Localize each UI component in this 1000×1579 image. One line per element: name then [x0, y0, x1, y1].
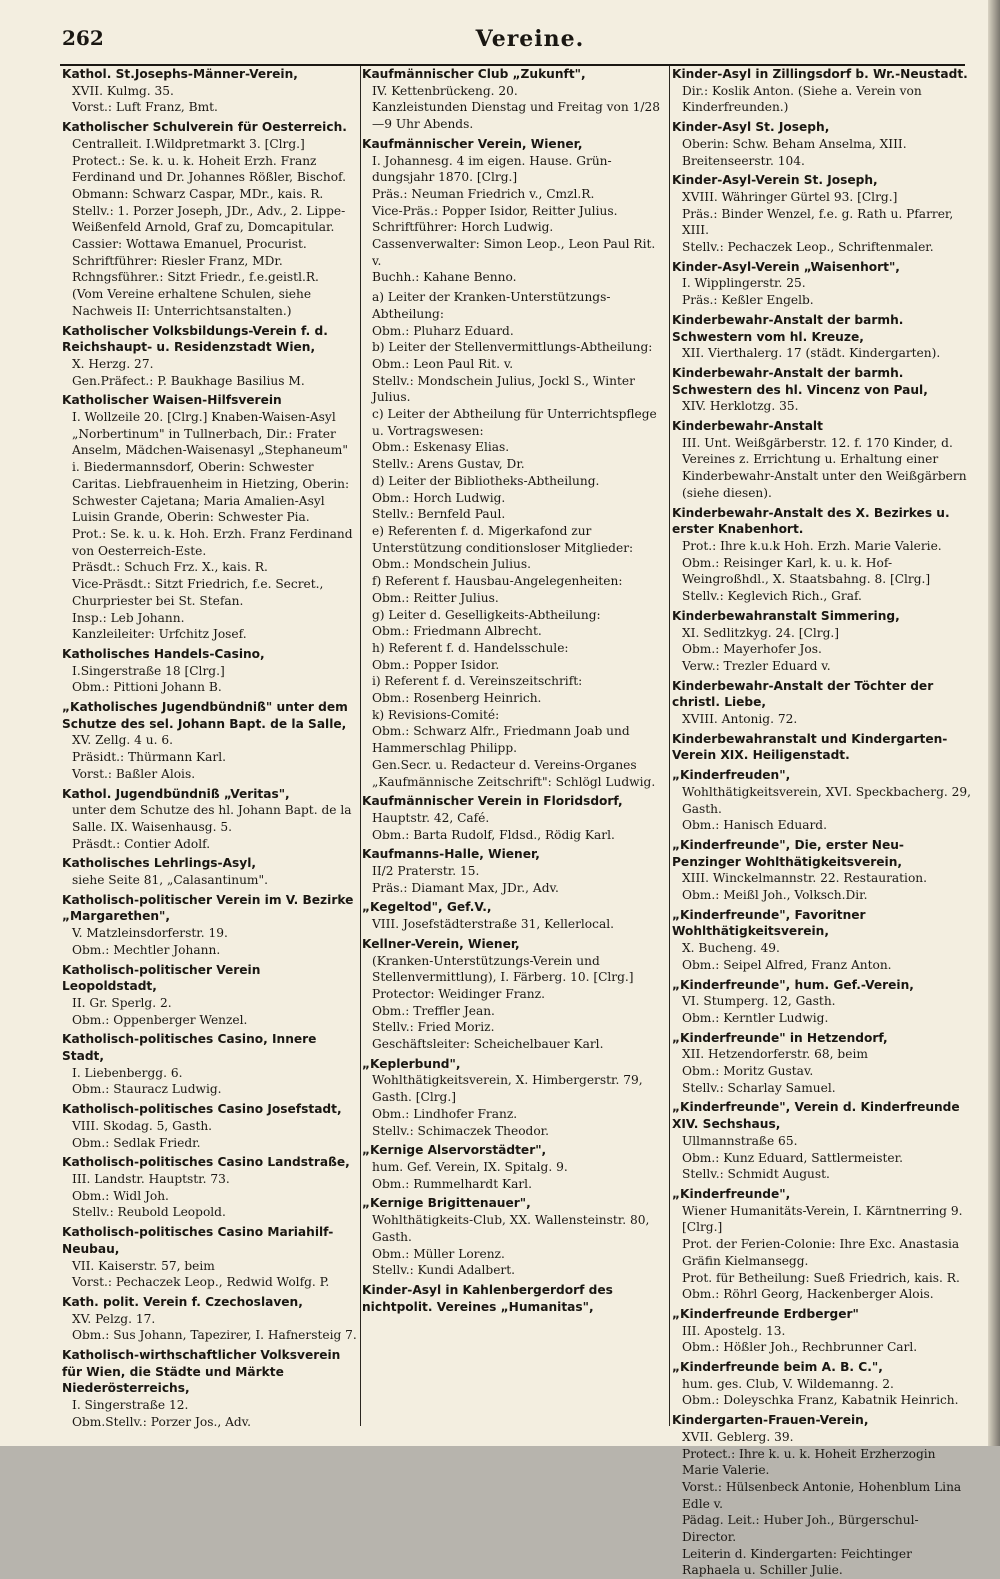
entry-name: Kinder-Asyl-Verein „Waisenhort", [672, 259, 900, 274]
entry-name: Kinder-Asyl in Kahlenbergerdorf des nichtpolit. Vereines „Humanitas", [362, 1282, 613, 1314]
entry-body: XII. Hetzendorferstr. 68, beim Obm.: Moritz Gustav. Stellv.: Scharlay Samuel. [682, 1047, 868, 1095]
directory-entry [62, 962, 359, 1029]
entry-body: VIII. Josefstädterstraße 31, Kellerlocal. [372, 917, 615, 932]
entry-body: III. Unt. Weißgärberstr. 12. f. 170 Kinder, d. Vereines z. Errichtung u. Erhaltung einer Kinderbewahr-Anstalt unter den Weißgärbern (siehe diesen). [682, 435, 971, 500]
directory-entry [672, 418, 972, 502]
entry-name: Katholischer Waisen-Hilfsverein [62, 393, 282, 408]
directory-entry [672, 1359, 972, 1409]
directory-entry [362, 936, 667, 1053]
directory-entry [672, 1186, 972, 1303]
directory-entry [62, 1294, 359, 1344]
entry-body: XVIII. Währinger Gürtel 93. [Clrg.] Präs.: Binder Wenzel, f.e. g. Rath u. Pfarrer, XIII. Stellv.: Pechaczek Leop., Schriftenmaler. [682, 189, 954, 255]
directory-entry [62, 1154, 359, 1221]
entry-body: hum. Gef. Verein, IX. Spitalg. 9. Obm.: Rummelhardt Karl. [372, 1160, 568, 1191]
entry-name: „Kegeltod", Gef.V., [362, 900, 492, 915]
entry-name: „Kinderfreunde", hum. Gef.-Verein, [672, 977, 914, 992]
entry-body: siehe Seite 81, „Calasantinum". [72, 873, 268, 888]
column-2 [362, 66, 667, 1436]
entry-name: Katholisch-politisches Casino Mariahilf-Neubau, [62, 1225, 334, 1256]
entry-name: „Katholisches Jugendbündniß" unter dem Schutze des sel. Johann Bapt. de la Salle, [62, 700, 348, 731]
entry-name: Katholisches Handels-Casino, [62, 646, 265, 661]
directory-entry [362, 1282, 667, 1315]
entry-name: Kinder-Asyl in Zillingsdorf b. Wr.-Neustadt. [672, 67, 968, 81]
page-number: 262 [62, 26, 104, 50]
entry-body: Dir.: Koslik Anton. (Siehe a. Verein von Kinderfreunden.) [682, 83, 926, 115]
entry-name: Kinder-Asyl-Verein St. Joseph, [672, 173, 878, 188]
directory-entry [62, 119, 359, 319]
directory-entry [672, 119, 972, 169]
entry-body: III. Landstr. Hauptstr. 73. Obm.: Widl Joh. Stellv.: Reubold Leopold. [72, 1172, 230, 1220]
directory-entry [362, 66, 667, 133]
entry-body: I. Singerstraße 12. Obm.Stellv.: Porzer Jos., Adv. [72, 1398, 251, 1429]
entry-name: Kinder-Asyl St. Joseph, [672, 120, 830, 135]
entry-name: „Kinderfreunde Erdberger" [672, 1306, 859, 1321]
entry-body: Hauptstr. 42, Café. Obm.: Barta Rudolf, Fldsd., Rödig Karl. [372, 810, 615, 842]
directory-entry [672, 731, 972, 764]
directory-entry [672, 66, 972, 116]
entry-body: XV. Pelzg. 17. Obm.: Sus Johann, Tapezirer, I. Hafnersteig 7. [72, 1311, 357, 1343]
directory-entry [672, 1412, 972, 1579]
entry-name: „Kinderfreunde" in Hetzendorf, [672, 1030, 888, 1045]
directory-entry [672, 1030, 972, 1097]
directory-entry [672, 172, 972, 256]
directory-entry [362, 289, 667, 790]
directory-entry [62, 66, 359, 116]
page-edge-shadow [988, 0, 1000, 1446]
entry-name: Katholisch-politischer Verein im V. Bezirke „Margarethen", [62, 892, 354, 924]
entry-body: Oberin: Schw. Beham Anselma, XIII. Breitenseerstr. 104. [682, 136, 911, 168]
entry-body: XI. Sedlitzkyg. 24. [Clrg.] Obm.: Mayerhofer Jos. Verw.: Trezler Eduard v. [682, 625, 840, 673]
directory-entry [62, 699, 359, 783]
entry-name: Kinderbewahranstalt und Kindergarten-Verein XIX. Heiligenstadt. [672, 731, 948, 763]
entry-name: „Keplerbund", [362, 1056, 461, 1071]
entry-body: I.Singerstraße 18 [Clrg.] Obm.: Pittioni Johann B. [72, 663, 225, 695]
entry-body: V. Matzleinsdorferstr. 19. Obm.: Mechtler Johann. [72, 926, 228, 957]
entry-body: Centralleit. I.Wildpretmarkt 3. [Clrg.] Protect.: Se. k. u. k. Hoheit Erzh. Franz Ferdinand und Dr. Johannes Rößler, Bischof. Obmann: Schwarz Caspar, MDr., kais. R. Stellv.: 1. Porzer Joseph, JDr., Adv., 2. Lippe-Weißenfeld Arnold, Graf zu, Domcapitular. Cassier: Wottawa Emanuel, Procurist. Schriftführer: Riesler Franz, MDr. Rchngsführer.: Sitzt Friedr., f.e.geistl.R. (Vom Vereine erhaltene Schulen, siehe Nachweis II: Unterrichtsanstalten.) [72, 136, 346, 318]
entry-body: Wohlthätigkeits-Club, XX. Wallensteinstr. 80, Gasth. Obm.: Müller Lorenz. Stellv.: Kundi Adalbert. [372, 1213, 650, 1278]
entry-body: Prot.: Ihre k.u.k Hoh. Erzh. Marie Valerie. Obm.: Reisinger Karl, k. u. k. Hof-Weingroßhdl., X. Staatsbahng. 8. [Clrg.] Stellv.: Keglevich Rich., Graf. [682, 538, 942, 604]
entry-name: Kinderbewahr-Anstalt der Töchter der christl. Liebe, [672, 678, 934, 710]
entry-name: „Kinderfreunde", Die, erster Neu-Penzinger Wohlthätigkeitsverein, [672, 837, 904, 869]
entry-name: Katholischer Schulverein für Oesterreich. [62, 120, 347, 135]
entry-name: Katholisch-politisches Casino Josefstadt, [62, 1102, 342, 1117]
entry-name: Kaufmännischer Verein, Wiener, [362, 136, 583, 151]
entry-body: I. Wollzeile 20. [Clrg.] Knaben-Waisen-Asyl „Norbertinum" in Tullnerbach, Dir.: Frater Anselm, Mädchen-Waisenasyl „Stephaneum" i. Biedermannsdorf, Oberin: Schwester Caritas. Liebfrauenheim in Hietzing, Oberin: Schwester Cajetana; Maria Amalien-Asyl Luisin Grande, Oberin: Schwester Pia. Prot.: Se. k. u. k. Hoh. Erzh. Franz Ferdinand von Oesterreich-Este. Präsdt.: Schuch Frz. X., kais. R. Vice-Präsdt.: Sitzt Friedrich, f.e. Secret., Churpriester bei St. Stefan. Insp.: Leb Johann. Kanzleileiter: Urfchitz Josef. [72, 410, 353, 642]
directory-entry [62, 892, 359, 959]
entry-name: „Kernige Brigittenauer", [362, 1196, 531, 1211]
entry-name: „Kinderfreunde", [672, 1187, 791, 1201]
entry-name: Kellner-Verein, Wiener, [362, 936, 520, 951]
entry-name: Katholisch-politisches Casino, Innere Stadt, [62, 1032, 317, 1064]
directory-entry [672, 312, 972, 362]
directory-entry [672, 837, 972, 904]
entry-body: II. Gr. Sperlg. 2. Obm.: Oppenberger Wenzel. [72, 995, 248, 1027]
entry-body: I. Johannesg. 4 im eigen. Hause. Grün-dungsjahr 1870. [Clrg.] Präs.: Neuman Friedrich v., Cmzl.R. Vice-Präs.: Popper Isidor, Reitter Julius. Schriftführer: Horch Ludwig. Cassenverwalter: Simon Leop., Leon Paul Rit. v. Buchh.: Kahane Benno. [372, 153, 656, 285]
entry-body: XVIII. Antonig. 72. [682, 712, 798, 727]
entry-name: „Kinderfreuden", [672, 768, 791, 783]
entry-body: XII. Vierthalerg. 17 (städt. Kindergarten). [682, 346, 941, 361]
directory-entry [672, 1306, 972, 1356]
directory-entry [362, 136, 667, 286]
entry-body: I. Wipplingerstr. 25. Präs.: Keßler Engelb. [682, 276, 814, 308]
entry-name: „Kinderfreunde beim A. B. C.", [672, 1360, 883, 1375]
entry-body: unter dem Schutze des hl. Johann Bapt. de la Salle. IX. Waisenhausg. 5. Präsdt.: Contier Adolf. [72, 803, 352, 851]
entry-name: Kath. polit. Verein f. Czechoslaven, [62, 1294, 303, 1309]
entry-name: Kaufmännischer Verein in Floridsdorf, [362, 794, 623, 809]
column-3 [672, 66, 972, 1578]
directory-entry [62, 392, 359, 643]
entry-name: „Kinderfreunde", Verein d. Kinderfreunde XIV. Sechshaus, [672, 1100, 960, 1132]
directory-entry [362, 899, 667, 932]
entry-name: Kinderbewahr-Anstalt [672, 419, 823, 434]
entry-body: X. Bucheng. 49. Obm.: Seipel Alfred, Franz Anton. [682, 941, 892, 972]
directory-entry [672, 907, 972, 974]
entry-name: Kaufmanns-Halle, Wiener, [362, 847, 540, 862]
entry-name: Kinderbewahranstalt Simmering, [672, 608, 900, 623]
directory-entry [672, 365, 972, 415]
column-1 [62, 66, 359, 1436]
directory-entry [672, 767, 972, 834]
directory-entry [672, 678, 972, 728]
entry-body: I. Liebenbergg. 6. Obm.: Stauracz Ludwig. [72, 1065, 222, 1097]
entry-body: VI. Stumperg. 12, Gasth. Obm.: Kerntler Ludwig. [682, 994, 836, 1025]
column-rule [360, 66, 361, 1426]
column-rule [669, 66, 670, 1426]
entry-name: Kathol. Jugendbündniß „Veritas", [62, 786, 290, 801]
directory-entry [672, 1099, 972, 1183]
directory-entry [62, 855, 359, 888]
entry-name: Katholischer Volksbildungs-Verein f. d. Reichshaupt- u. Residenzstadt Wien, [62, 323, 328, 355]
directory-entry [672, 977, 972, 1027]
directory-entry [62, 1101, 359, 1151]
entry-name: Katholisch-wirthschaftlicher Volksverein für Wien, die Städte und Märkte Niederösterreichs, [62, 1348, 341, 1396]
entry-body: a) Leiter der Kranken-Unterstützungs-Abtheilung: Obm.: Pluharz Eduard. b) Leiter der Stellenvermittlungs-Abtheilung: Obm.: Leon Paul Rit. v. Stellv.: Mondschein Julius, Jockl S., Winter Julius. c) Leiter der Abtheilung für Unterrichtspflege u. Vortragswesen: Obm.: Eskenasy Elias. Stellv.: Arens Gustav, Dr. d) Leiter der Bibliotheks-Abtheilung. Obm.: Horch Ludwig. Stellv.: Bernfeld Paul. e) Referenten f. d. Migerkafond zur Unterstützung conditionsloser Mitglieder: Obm.: Mondschein Julius. f) Referent f. Hausbau-Angelegenheiten: Obm.: Reitter Julius. g) Leiter d. Geselligkeits-Abtheilung: Obm.: Friedmann Albrecht. h) Referent f. d. Handelsschule: Obm.: Popper Isidor. i) Referent f. d. Vereinszeitschrift: Obm.: Rosenberg Heinrich. k) Revisions-Comité: Obm.: Schwarz Alfr., Friedmann Joab und Hammerschlag Philipp. Gen.Secr. u. Redacteur d. Vereins-Organes „Kaufmännische Zeitschrift": Schlögl Ludwig. [372, 290, 657, 789]
directory-entry [62, 1224, 359, 1291]
directory-entry [672, 505, 972, 605]
directory-entry [362, 1195, 667, 1279]
entry-body: VII. Kaiserstr. 57, beim Vorst.: Pechaczek Leop., Redwid Wolfg. P. [72, 1258, 330, 1290]
directory-entry [62, 786, 359, 853]
entry-body: IV. Kettenbrückeng. 20. Kanzleistunden Dienstag und Freitag von 1/28—9 Uhr Abends. [372, 83, 660, 132]
entry-body: Wiener Humanitäts-Verein, I. Kärntnerring 9. [Clrg.] Prot. der Ferien-Colonie: Ihre Exc. Anastasia Gräfin Kielmansegg. Prot. für Betheilung: Sueß Friedrich, kais. R. Obm.: Röhrl Georg, Hackenberger Alois. [682, 1203, 963, 1302]
entry-name: Katholisch-politischer Verein Leopoldstadt, [62, 962, 261, 994]
directory-entry [62, 1031, 359, 1098]
directory-entry [362, 1142, 667, 1192]
entry-body: (Kranken-Unterstützungs-Verein und Stellenvermittlung), I. Färberg. 10. [Clrg.] Protector: Weidinger Franz. Obm.: Treffler Jean. Stellv.: Fried Moriz. Geschäftsleiter: Scheichelbauer Karl. [372, 953, 634, 1052]
entry-body: XIII. Winckelmannstr. 22. Restauration. Obm.: Meißl Joh., Volksch.Dir. [682, 871, 928, 903]
entry-body: Wohlthätigkeitsverein, XVI. Speckbacherg. 29, Gasth. Obm.: Hanisch Eduard. [682, 784, 971, 833]
entry-body: XIV. Herklotzg. 35. [682, 399, 799, 414]
entry-body: XVII. Kulmg. 35. Vorst.: Luft Franz, Bmt. [72, 83, 218, 115]
entry-name: „Kernige Alservorstädter", [362, 1143, 547, 1158]
directory-entry [672, 608, 972, 675]
directory-entry [62, 1347, 359, 1431]
entry-name: Katholisches Lehrlings-Asyl, [62, 856, 257, 871]
entry-body: XVII. Geblerg. 39. Protect.: Ihre k. u. k. Hoheit Erzherzogin Marie Valerie. Vorst.: Hülsenbeck Antonie, Hohenblum Lina Edle v. Pädag. Leit.: Huber Joh., Bürgerschul-Director. Leiterin d. Kindergarten: Feichtinger Raphaela u. Schiller Julie. [682, 1429, 962, 1578]
entry-name: Katholisch-politisches Casino Landstraße, [62, 1155, 350, 1170]
entry-name: Kinderbewahr-Anstalt der barmh. Schwestern vom hl. Kreuze, [672, 312, 904, 344]
entry-body: Wohlthätigkeitsverein, X. Himbergerstr. 79, Gasth. [Clrg.] Obm.: Lindhofer Franz. Stellv.: Schimaczek Theodor. [372, 1073, 643, 1138]
directory-entry [62, 323, 359, 390]
directory-entry [62, 646, 359, 696]
entry-name: Kaufmännischer Club „Zukunft", [362, 67, 586, 81]
directory-entry [362, 793, 667, 843]
directory-entry [362, 846, 667, 896]
entry-name: Kinderbewahr-Anstalt der barmh. Schwestern des hl. Vincenz von Paul, [672, 365, 928, 397]
entry-body: VIII. Skodag. 5, Gasth. Obm.: Sedlak Friedr. [72, 1118, 213, 1150]
entry-name: Kathol. St.Josephs-Männer-Verein, [62, 67, 298, 81]
directory-entry [672, 259, 972, 309]
entry-body: XV. Zellg. 4 u. 6. Präsidt.: Thürmann Karl. Vorst.: Baßler Alois. [72, 733, 227, 781]
entry-body: III. Apostelg. 13. Obm.: Hößler Joh., Rechbrunner Carl. [682, 1323, 918, 1355]
entry-name: Kindergarten-Frauen-Verein, [672, 1413, 869, 1428]
entry-name: „Kinderfreunde", Favoritner Wohlthätigkeitsverein, [672, 907, 866, 939]
entry-body: hum. ges. Club, V. Wildemanng. 2. Obm.: Doleyschka Franz, Kabatnik Heinrich. [682, 1376, 959, 1408]
directory-entry [362, 1056, 667, 1140]
entry-body: Ullmannstraße 65. Obm.: Kunz Eduard, Sattlermeister. Stellv.: Schmidt August. [682, 1133, 903, 1182]
entry-body: X. Herzg. 27. Gen.Präfect.: P. Baukhage Basilius M. [72, 356, 305, 388]
entry-name: Kinderbewahr-Anstalt des X. Bezirkes u. erster Knabenhort. [672, 505, 950, 537]
entry-body: II/2 Praterstr. 15. Präs.: Diamant Max, JDr., Adv. [372, 864, 559, 895]
running-head: Vereine. [475, 26, 585, 52]
